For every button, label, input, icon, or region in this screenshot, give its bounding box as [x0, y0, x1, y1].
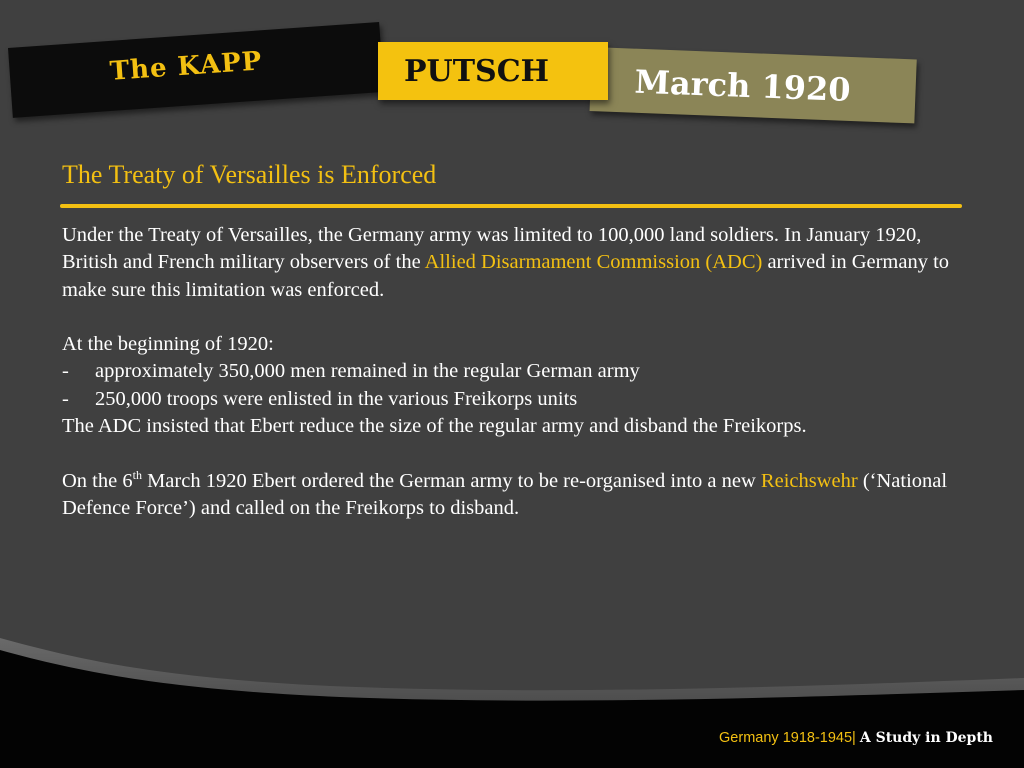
bullet-item	[62, 358, 962, 385]
title-part-3: March 1920	[633, 62, 852, 109]
ordinal-superscript: th	[132, 467, 142, 482]
title-banner-olive	[590, 47, 917, 123]
paragraph-treaty	[62, 222, 962, 304]
paragraph-treaty-text-end: arrived in Germany to make sure this limitation was enforced.	[62, 251, 950, 301]
bullet-text: 250,000 troops were enlisted in the various Freikorps units	[95, 387, 578, 410]
paragraph-reichswehr-text-end: (‘National Defence Force’) and called on the Freikorps to disband.	[62, 469, 948, 519]
footer	[719, 730, 993, 746]
footer-subtitle: A Study in Depth	[859, 730, 993, 746]
paragraph-reichswehr-text: On the 6	[62, 469, 133, 492]
paragraph-reichswehr	[62, 468, 962, 523]
spacer	[62, 304, 962, 331]
paragraph-reichswehr-text-mid: March 1920 Ebert ordered the German army to be re-organised into a new	[141, 469, 761, 492]
heading-divider	[60, 204, 962, 208]
title-part-1: The KAPP	[108, 46, 264, 87]
paragraph-conclusion: The ADC insisted that Ebert reduce the size of the regular army and disband the Freikorps.	[62, 415, 807, 438]
footer-separator: |	[852, 730, 856, 746]
body-text	[62, 222, 962, 522]
bullet-text: approximately 350,000 men remained in the regular German army	[95, 360, 640, 383]
adc-highlight: Allied Disarmament Commission (ADC)	[424, 251, 763, 274]
title-banner-black	[8, 22, 384, 118]
title-banner-yellow	[378, 42, 608, 100]
bullet-marker: -	[62, 360, 69, 383]
bullet-item	[62, 386, 962, 413]
title-part-2: PUTSCH	[404, 54, 549, 89]
paragraph-intro: At the beginning of 1920:	[62, 333, 274, 356]
spacer	[62, 440, 962, 467]
paragraph-treaty-text: Under the Treaty of Versailles, the Germany army was limited to 100,000 land soldiers. In January 1920, British and French military observers of the	[62, 224, 922, 274]
section-heading: The Treaty of Versailles is Enforced	[62, 160, 437, 189]
reichswehr-highlight: Reichswehr	[760, 469, 858, 492]
bullet-marker: -	[62, 387, 69, 410]
footer-course: Germany 1918-1945	[719, 730, 853, 746]
